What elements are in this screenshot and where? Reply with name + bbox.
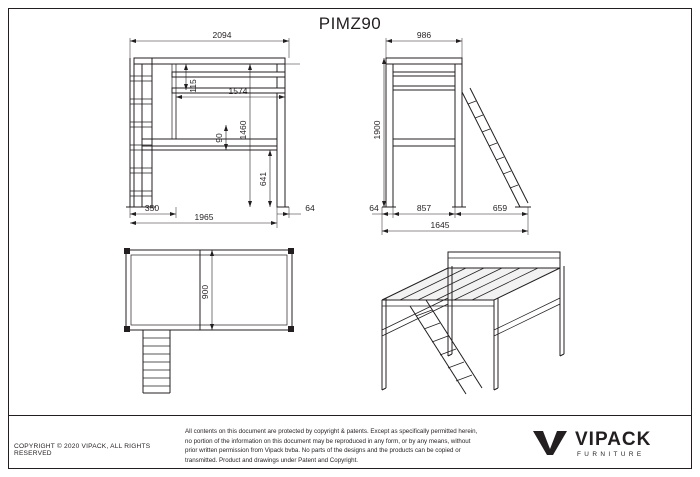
dim-64-side: 64 [369, 203, 379, 213]
dim-1460: 1460 [238, 120, 248, 140]
legal-line-2: no portion of the information on this document may be reproduced in any form, or by any means, without [185, 437, 471, 445]
dim-350: 350 [144, 203, 160, 213]
side-elevation-view [372, 38, 531, 235]
dim-1900: 1900 [372, 120, 382, 140]
legal-line-3: prior written permission from Vipack bvba. No parts of the designs and the products can be copied or [185, 447, 461, 455]
dim-90: 90 [214, 133, 224, 143]
isometric-view [382, 252, 564, 394]
legal-notice [185, 427, 515, 465]
top-plan-view [124, 248, 294, 393]
legal-line-1: All contents on this document are protected by copyright & patents. Except as specifically permitted herein, [185, 428, 478, 435]
dim-2094: 2094 [212, 30, 232, 40]
dim-115: 115 [188, 79, 198, 93]
front-elevation-view [126, 38, 301, 228]
page-title: PIMZ90 [318, 14, 382, 33]
copyright-notice: COPYRIGHT © 2020 VIPACK, ALL RIGHTS RESERVED [14, 443, 151, 457]
dim-659: 659 [492, 203, 508, 213]
vipack-logo-subtitle: FURNITURE [577, 451, 645, 458]
dim-641: 641 [258, 171, 268, 187]
dim-857: 857 [416, 203, 432, 213]
legal-line-4: transmitted. Product and drawings under Patent and Copyright. [185, 456, 359, 464]
dim-900: 900 [200, 284, 210, 300]
dim-1965: 1965 [194, 212, 214, 222]
vipack-logo-mark [533, 429, 567, 457]
title-block-divider [8, 415, 692, 416]
dim-64-front: 64 [305, 203, 315, 213]
vipack-logo [533, 425, 683, 465]
vipack-logo-name: VIPACK [575, 429, 652, 450]
dim-1645: 1645 [430, 220, 450, 230]
dim-1574: 1574 [228, 86, 248, 96]
dim-986: 986 [416, 30, 432, 40]
